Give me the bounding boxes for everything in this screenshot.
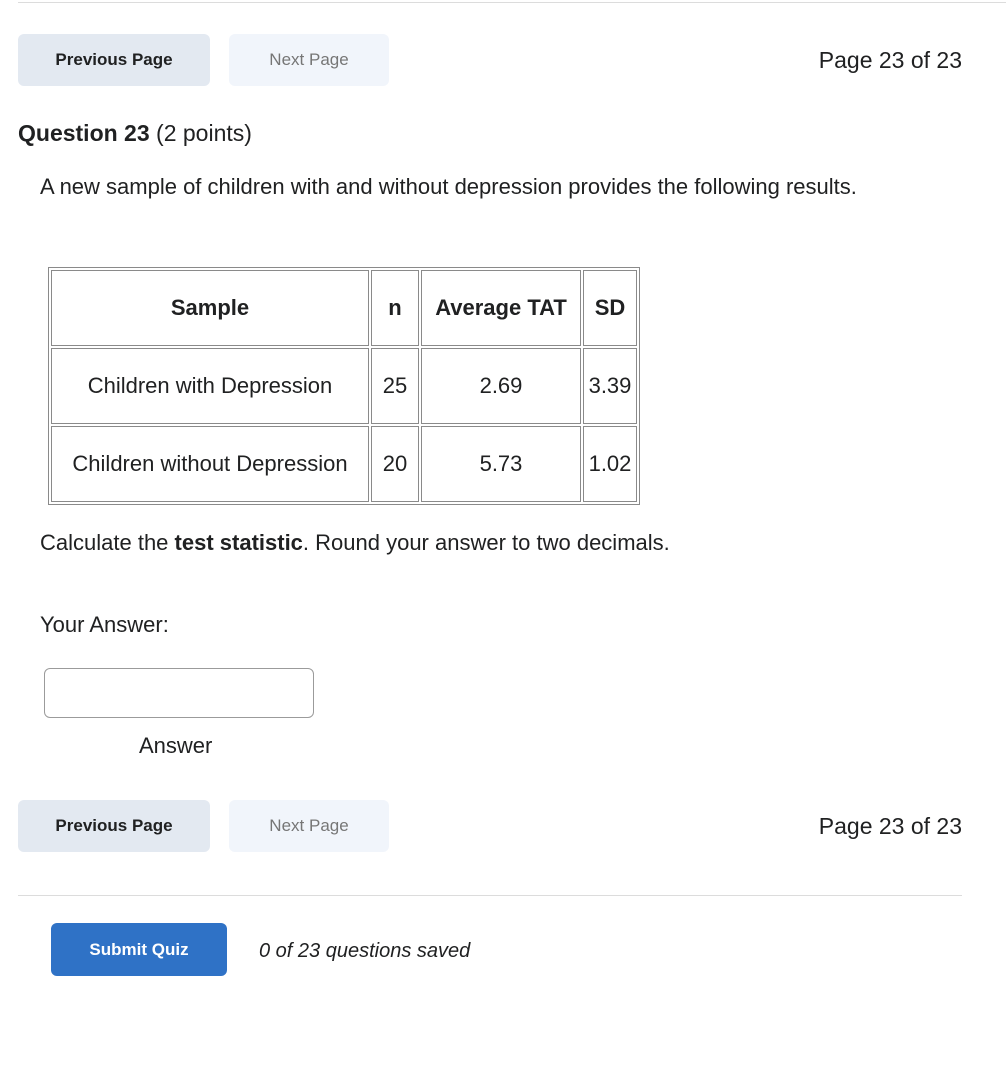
bottom-divider xyxy=(18,895,962,896)
cell-n: 20 xyxy=(371,426,419,502)
instruction-prefix: Calculate the xyxy=(40,530,175,555)
previous-page-button[interactable]: Previous Page xyxy=(18,800,210,852)
header-sample: Sample xyxy=(51,270,369,346)
question-heading xyxy=(18,120,252,147)
table-row xyxy=(51,348,637,424)
question-title: Question 23 xyxy=(18,120,150,146)
submit-quiz-button[interactable]: Submit Quiz xyxy=(51,923,227,976)
cell-n: 25 xyxy=(371,348,419,424)
next-page-button[interactable]: Next Page xyxy=(229,34,389,86)
top-navigation xyxy=(18,34,962,88)
question-points: (2 points) xyxy=(156,120,252,146)
cell-average-tat: 2.69 xyxy=(421,348,581,424)
bottom-navigation xyxy=(18,800,962,854)
top-divider xyxy=(18,2,1006,3)
next-page-button[interactable]: Next Page xyxy=(229,800,389,852)
answer-caption: Answer xyxy=(139,733,213,758)
page-indicator: Page 23 of 23 xyxy=(818,813,962,839)
page-indicator: Page 23 of 23 xyxy=(818,47,962,73)
header-n: n xyxy=(371,270,419,346)
results-table xyxy=(48,267,640,505)
instruction-suffix: . Round your answer to two decimals. xyxy=(302,530,670,555)
instruction-text xyxy=(40,530,670,556)
instruction-emphasis: test statistic xyxy=(174,530,303,555)
cell-average-tat: 5.73 xyxy=(421,426,581,502)
question-text: A new sample of children with and without depression provides the following results. xyxy=(40,174,857,199)
cell-sd: 3.39 xyxy=(583,348,637,424)
header-average-tat: Average TAT xyxy=(421,270,581,346)
cell-sample: Children with Depression xyxy=(51,348,369,424)
table-row xyxy=(51,426,637,502)
previous-page-button[interactable]: Previous Page xyxy=(18,34,210,86)
answer-label: Your Answer: xyxy=(40,612,169,637)
header-sd: SD xyxy=(583,270,637,346)
answer-input[interactable] xyxy=(44,668,314,718)
cell-sd: 1.02 xyxy=(583,426,637,502)
table-header-row xyxy=(51,270,637,346)
cell-sample: Children without Depression xyxy=(51,426,369,502)
save-status: 0 of 23 questions saved xyxy=(259,940,471,962)
